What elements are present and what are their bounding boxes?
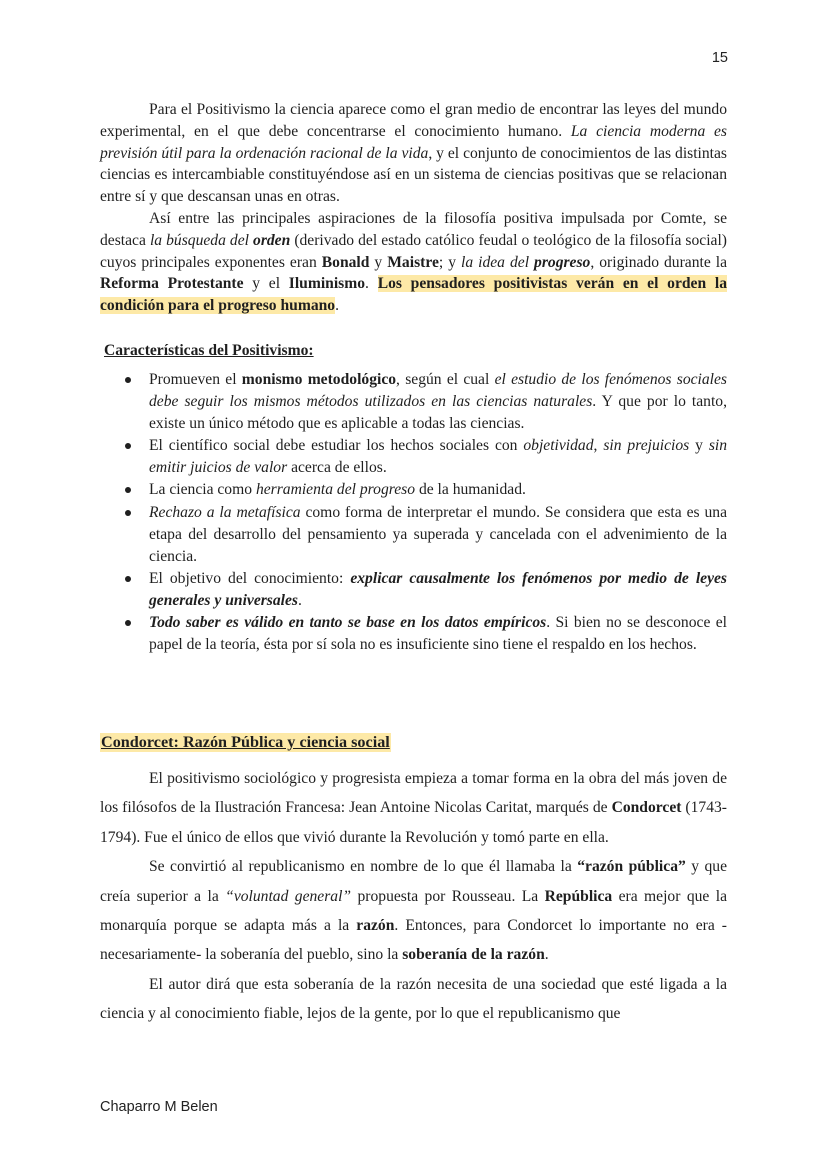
characteristics-list	[125, 369, 727, 656]
paragraph-condorcet-intro: El positivismo sociológico y progresista empieza a tomar forma en la obra del más joven de los filósofos de la Ilustración Francesa: Jean Antoine Nicolas Caritat, marqués de Condorcet (1743-1794). Fue el único de ellos que vivió durante la Revolución y tomó parte en ella.	[100, 770, 727, 846]
paragraph-republicanismo: Se convirtió al republicanismo en nombre de lo que él llamaba la “razón pública” y que creía superior a la “voluntad general” propuesta por Rousseau. La República era mejor que la monarquía porque se adapta más a la razón. Entonces, para Condorcet lo importante no era -necesariamente- la soberanía del pueblo, sino la soberanía de la razón.	[100, 858, 728, 964]
list-item: Rechazo a la metafísica como forma de interpretar el mundo. Se considera que esta es una etapa del desarrollo del pensamiento ya superada y cancelada con el advenimiento de la ciencia.	[125, 502, 727, 568]
bullet-icon	[125, 487, 131, 493]
bullet-icon	[125, 443, 131, 449]
list-item: Todo saber es válido en tanto se base en los datos empíricos. Si bien no se desconoce el papel de la teoría, ésta por sí sola no es insuficiente sino tiene el respaldo en los hechos.	[125, 612, 727, 656]
bullet-icon	[125, 510, 131, 516]
page-number: 15	[711, 50, 728, 66]
paragraph-positivismo-ciencia: Para el Positivismo la ciencia aparece como el gran medio de encontrar las leyes del mundo experimental, en el que debe concentrarse el conocimiento humano. La ciencia moderna es previsión útil para la ordenación racional de la vida, y el conjunto de conocimientos de las distintas ciencias es intercambiable constituyéndose así en un sistema de ciencias positivas que se relacionan entre sí y que descansan unas en otras.	[100, 101, 727, 206]
paragraph-aspiraciones: Así entre las principales aspiraciones de la filosofía positiva impulsada por Comte, se destaca la búsqueda del orden (derivado del estado católico feudal o teológico de la filosofía social) cuyos principales exponentes eran Bonald y Maistre; y la idea del progreso, originado durante la Reforma Protestante y el Iluminismo. Los pensadores positivistas verán en el orden la condición para el progreso humano.	[100, 209, 728, 315]
footer-author: Chaparro M Belen	[100, 1099, 218, 1115]
paragraph-soberania: El autor dirá que esta soberanía de la razón necesita de una sociedad que esté ligada a la ciencia y al conocimiento fiable, lejos de la gente, por lo que el republicanismo que	[100, 975, 727, 1023]
highlighted-text: Los pensadores positivistas verán en el orden la condición para el progreso humano	[100, 275, 728, 315]
list-item: Promueven el monismo metodológico, según el cual el estudio de los fenómenos sociales debe seguir los mismos métodos utilizados en las ciencias naturales. Y que por lo tanto, existe un único método que es aplicable a todas las ciencias.	[125, 369, 727, 435]
list-item: El objetivo del conocimiento: explicar causalmente los fenómenos por medio de leyes generales y universales.	[125, 568, 727, 612]
list-item: La ciencia como herramienta del progreso de la humanidad.	[125, 479, 727, 501]
bullet-icon	[125, 620, 131, 626]
condorcet-heading: Condorcet: Razón Pública y ciencia social	[101, 733, 390, 751]
bullet-icon	[125, 576, 131, 582]
list-item: El científico social debe estudiar los hechos sociales con objetividad, sin prejuicios y sin emitir juicios de valor acerca de ellos.	[125, 435, 727, 479]
condorcet-section	[100, 764, 727, 1029]
characteristics-heading: Características del Positivismo:	[104, 342, 314, 359]
bullet-icon	[125, 377, 131, 383]
intro-section	[100, 99, 727, 317]
